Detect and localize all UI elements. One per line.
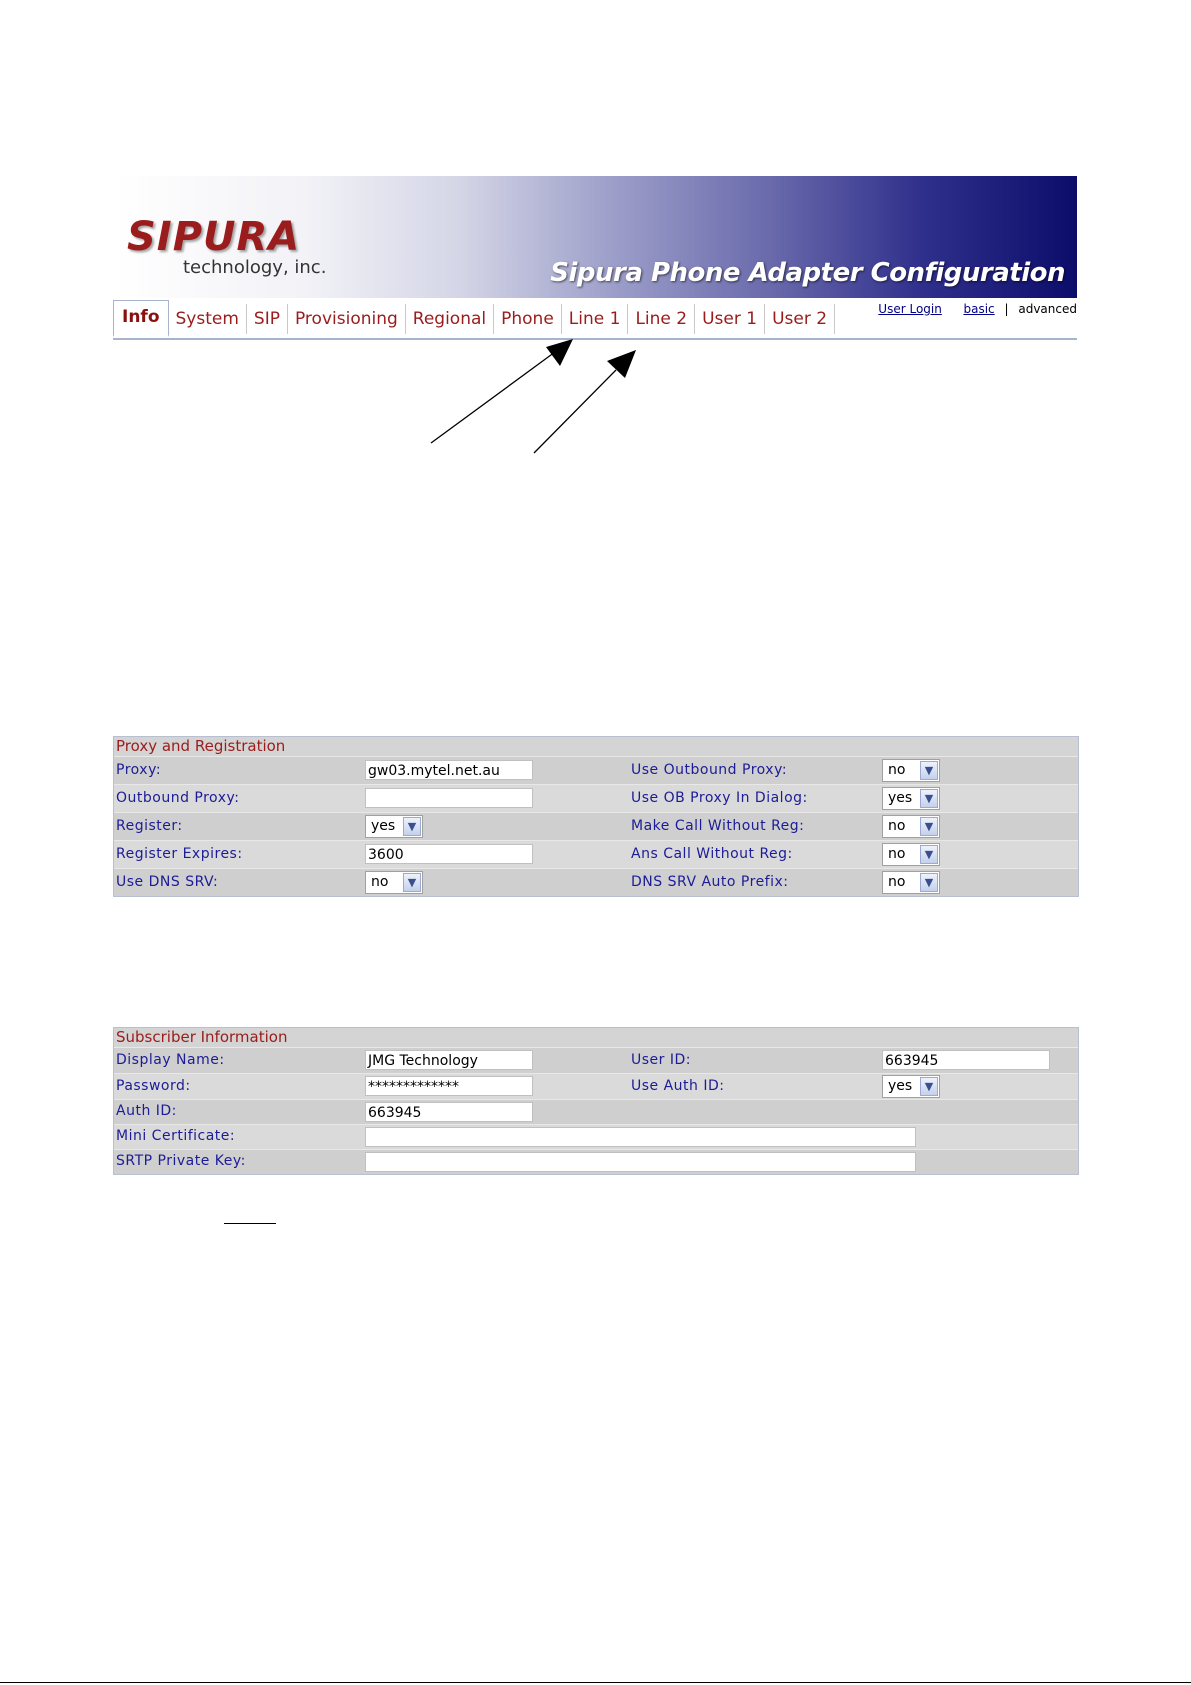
use-ob-proxy-dialog-label: Use OB Proxy In Dialog: <box>631 790 808 806</box>
register-expires-input[interactable]: 3600 <box>365 844 533 864</box>
outbound-proxy-label: Outbound Proxy: <box>116 790 240 806</box>
selected-value: yes <box>371 818 396 834</box>
selected-value: yes <box>888 790 913 806</box>
chevron-down-icon: ▼ <box>920 1077 938 1096</box>
mini-certificate-label: Mini Certificate: <box>116 1128 236 1144</box>
proxy-label: Proxy: <box>116 762 162 778</box>
config-row <box>114 1073 1078 1099</box>
underline-fragment <box>224 1223 276 1224</box>
proxy-registration-section <box>113 736 1079 897</box>
selected-value: no <box>888 846 906 862</box>
dns-srv-auto-prefix-label: DNS SRV Auto Prefix: <box>631 874 789 890</box>
config-row <box>114 1047 1078 1073</box>
selected-value: no <box>888 762 906 778</box>
link-separator: | <box>1004 302 1009 316</box>
display-name-label: Display Name: <box>116 1052 225 1068</box>
config-row <box>114 1099 1078 1124</box>
register-label: Register: <box>116 818 183 834</box>
outbound-proxy-input[interactable] <box>365 788 533 808</box>
tab-sip[interactable]: SIP <box>247 304 288 334</box>
config-row <box>114 812 1078 840</box>
use-auth-id-select[interactable] <box>882 1075 940 1098</box>
password-label: Password: <box>116 1078 191 1094</box>
use-ob-proxy-dialog-select[interactable] <box>882 787 940 810</box>
config-row <box>114 840 1078 868</box>
auth-id-input[interactable]: 663945 <box>365 1102 533 1122</box>
selected-value: no <box>888 818 906 834</box>
register-select[interactable] <box>365 815 423 838</box>
config-row <box>114 1124 1078 1149</box>
register-expires-label: Register Expires: <box>116 846 243 862</box>
section-title: Proxy and Registration <box>114 737 1078 756</box>
srtp-private-key-input[interactable] <box>365 1152 916 1172</box>
display-name-input[interactable]: JMG Technology <box>365 1050 533 1070</box>
use-outbound-proxy-label: Use Outbound Proxy: <box>631 762 788 778</box>
user-login-link[interactable]: User Login <box>878 302 942 316</box>
app-title: Sipura Phone Adapter Configuration <box>550 258 1065 288</box>
tab-info[interactable]: Info <box>113 300 169 337</box>
chevron-down-icon: ▼ <box>403 873 421 892</box>
arrow-line-2 <box>534 350 636 453</box>
use-outbound-proxy-select[interactable] <box>882 759 940 782</box>
tab-user-2[interactable]: User 2 <box>765 304 835 334</box>
ans-call-without-reg-select[interactable] <box>882 843 940 866</box>
tab-user-1[interactable]: User 1 <box>695 304 765 334</box>
make-call-without-reg-label: Make Call Without Reg: <box>631 818 805 834</box>
proxy-input[interactable]: gw03.mytel.net.au <box>365 760 533 780</box>
tab-line-2[interactable]: Line 2 <box>628 304 695 334</box>
sipura-logo: SIPURA <box>127 214 301 260</box>
subscriber-information-section <box>113 1027 1079 1175</box>
config-row <box>114 1149 1078 1174</box>
config-row <box>114 784 1078 812</box>
selected-value: no <box>888 874 906 890</box>
use-auth-id-label: Use Auth ID: <box>631 1078 725 1094</box>
user-id-input[interactable]: 663945 <box>882 1050 1050 1070</box>
mini-certificate-input[interactable] <box>365 1127 916 1147</box>
tab-system[interactable]: System <box>169 304 247 334</box>
chevron-down-icon: ▼ <box>920 817 938 836</box>
selected-value: yes <box>888 1078 913 1094</box>
password-input[interactable]: ************* <box>365 1076 533 1096</box>
config-row <box>114 868 1078 896</box>
annotation-arrows <box>0 0 1191 500</box>
make-call-without-reg-select[interactable] <box>882 815 940 838</box>
user-id-label: User ID: <box>631 1052 691 1068</box>
tab-line-1[interactable]: Line 1 <box>562 304 629 334</box>
section-title: Subscriber Information <box>114 1028 1078 1047</box>
ans-call-without-reg-label: Ans Call Without Reg: <box>631 846 793 862</box>
auth-id-label: Auth ID: <box>116 1103 177 1119</box>
tab-provisioning[interactable]: Provisioning <box>288 304 406 334</box>
advanced-label: advanced <box>1018 302 1077 316</box>
chevron-down-icon: ▼ <box>920 873 938 892</box>
selected-value: no <box>371 874 389 890</box>
chevron-down-icon: ▼ <box>920 845 938 864</box>
chevron-down-icon: ▼ <box>920 761 938 780</box>
chevron-down-icon: ▼ <box>920 789 938 808</box>
use-dns-srv-select[interactable] <box>365 871 423 894</box>
footer-line <box>0 1682 1191 1683</box>
srtp-private-key-label: SRTP Private Key: <box>116 1153 246 1169</box>
dns-srv-auto-prefix-select[interactable] <box>882 871 940 894</box>
chevron-down-icon: ▼ <box>403 817 421 836</box>
use-dns-srv-label: Use DNS SRV: <box>116 874 219 890</box>
basic-link[interactable]: basic <box>963 302 995 316</box>
config-row <box>114 756 1078 784</box>
logo-subtitle: technology, inc. <box>183 257 327 278</box>
tab-phone[interactable]: Phone <box>494 304 562 334</box>
arrow-line-1 <box>431 339 573 443</box>
tab-regional[interactable]: Regional <box>406 304 494 334</box>
